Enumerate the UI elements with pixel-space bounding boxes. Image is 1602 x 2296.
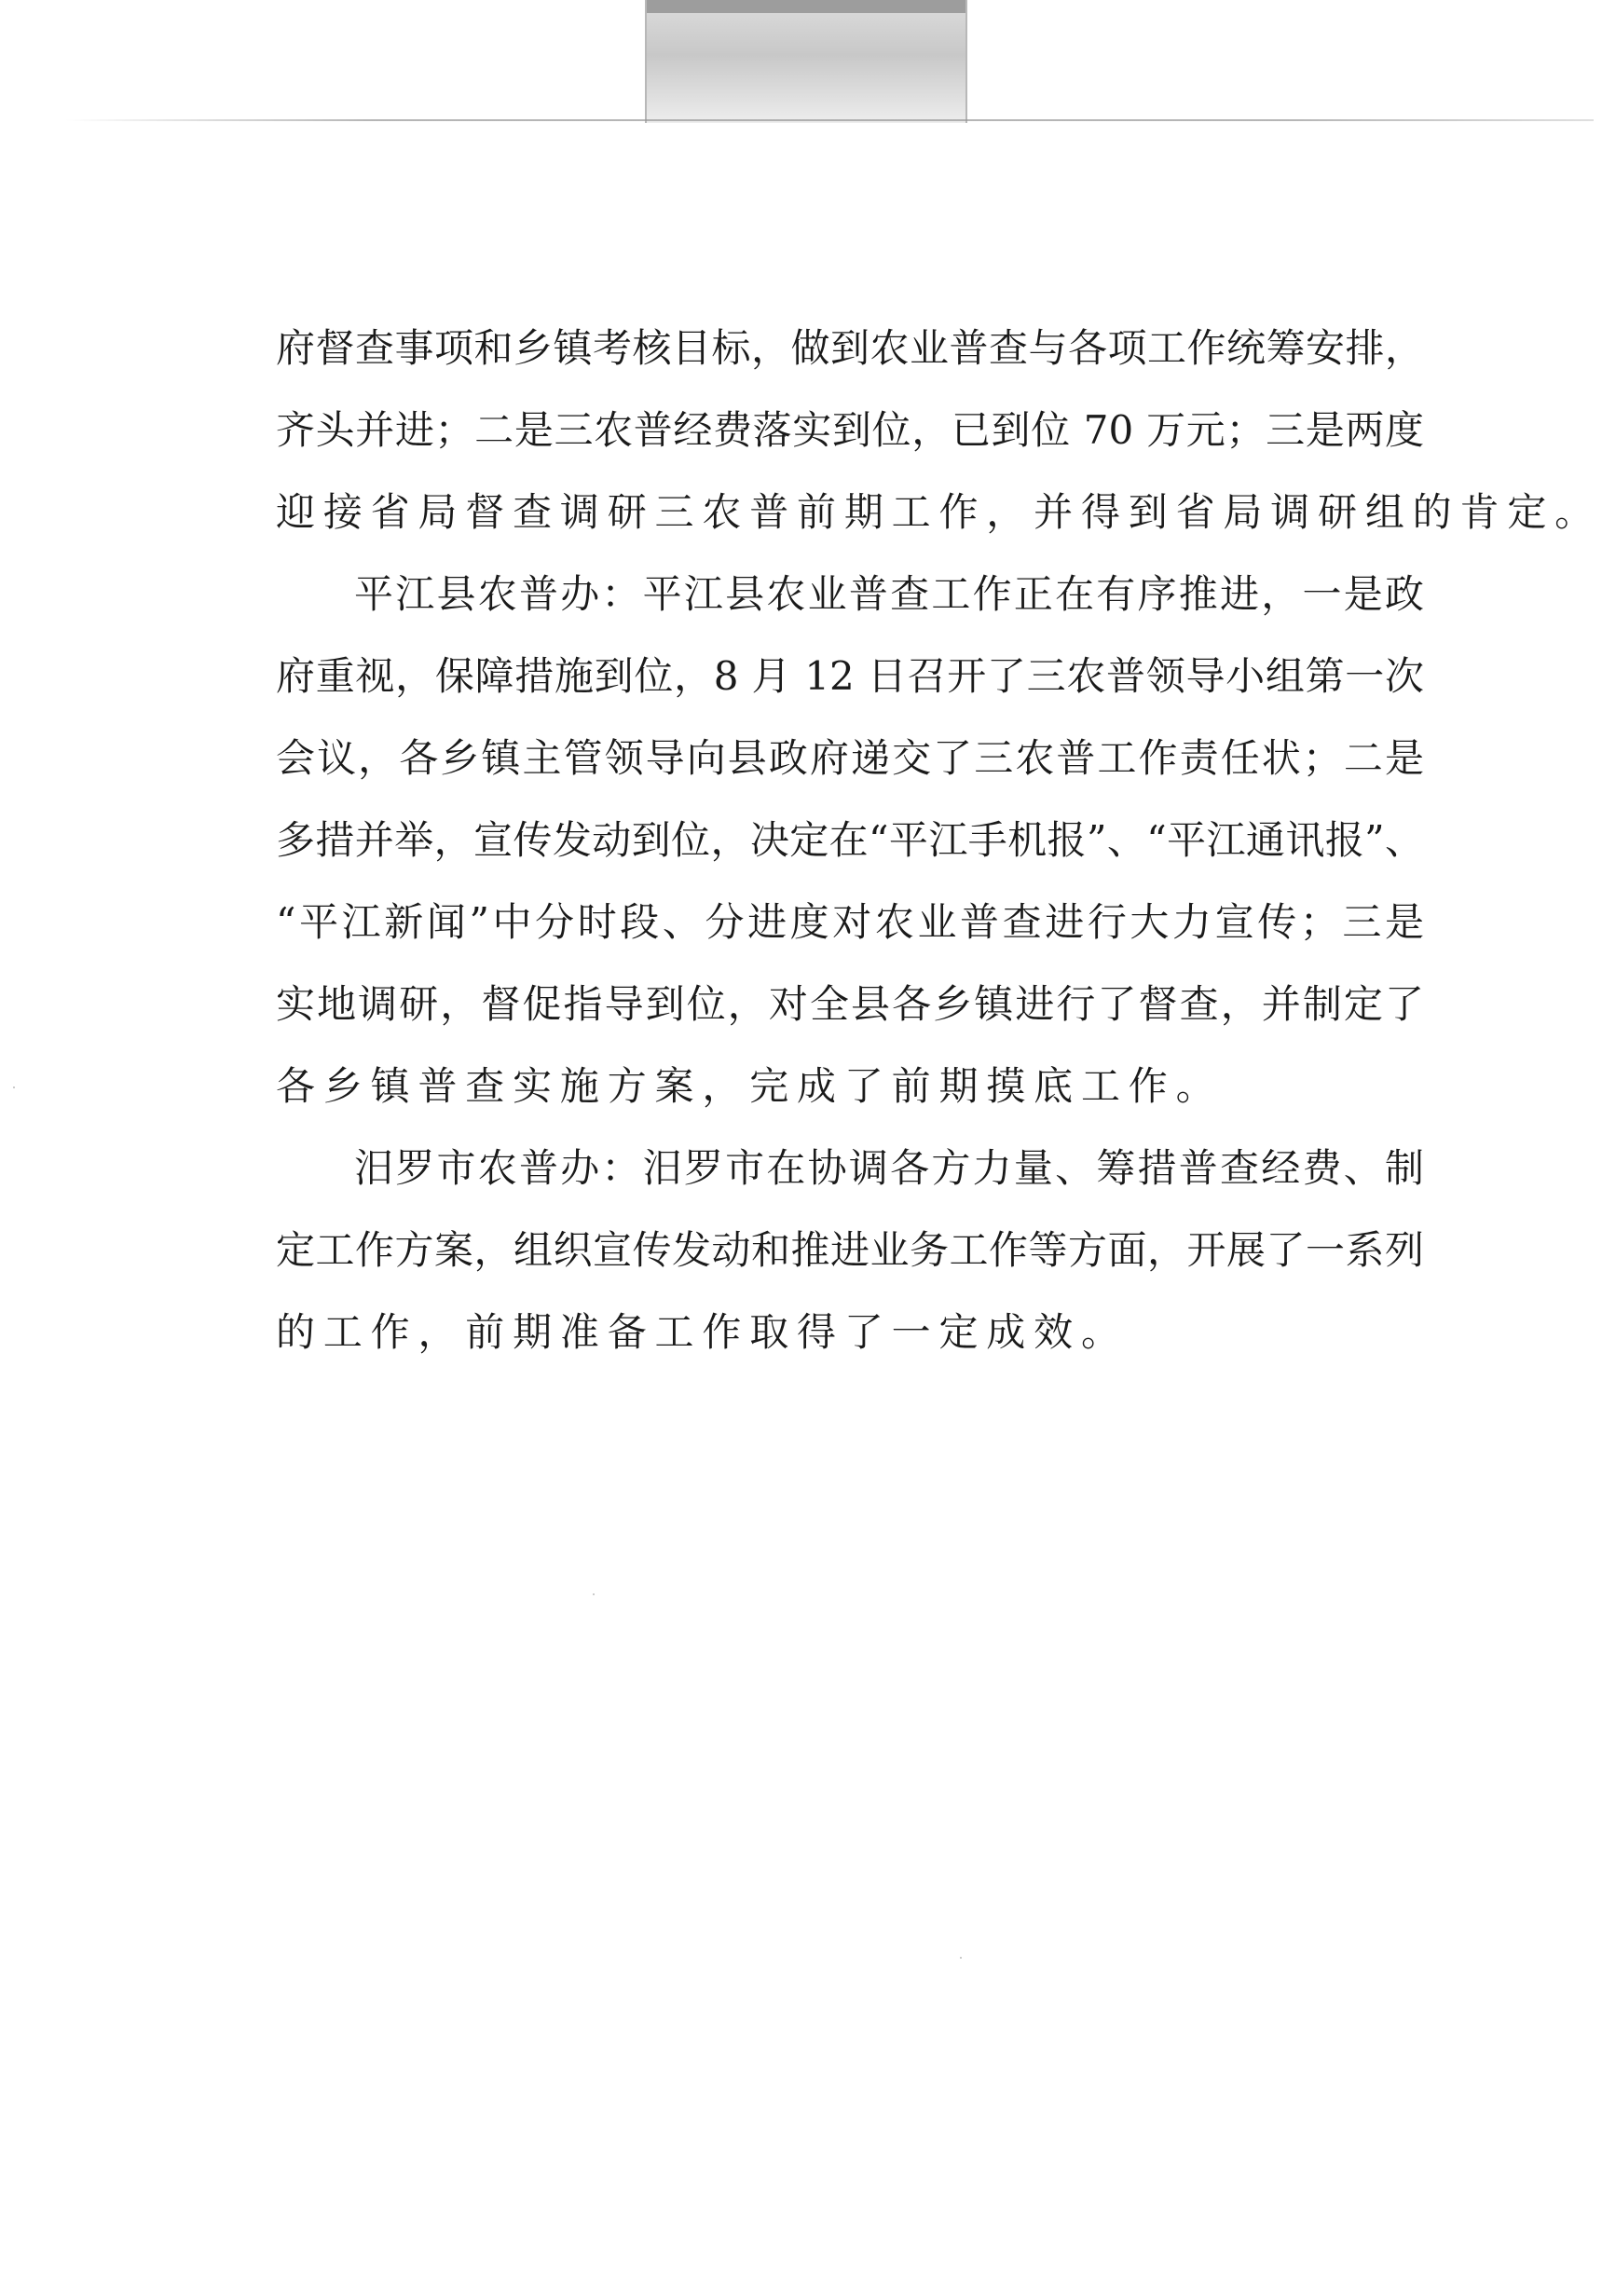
document-body bbox=[276, 308, 1602, 1374]
scan-speck bbox=[593, 1593, 595, 1595]
paragraph-line: 汨罗市农普办：汨罗市在协调各方力量、筹措普查经费、制 bbox=[354, 1145, 1424, 1191]
paragraph-line: 定工作方案，组织宣传发动和推进业务工作等方面，开展了一系列 bbox=[276, 1227, 1424, 1273]
paragraph-line: 齐头并进；二是三农普经费落实到位，已到位 70 万元；三是两度 bbox=[276, 407, 1424, 453]
paragraph-line: 府督查事项和乡镇考核目标，做到农业普查与各项工作统筹安排， bbox=[276, 325, 1424, 371]
scan-speck bbox=[13, 1086, 15, 1088]
paragraph-line: 迎接省局督查调研三农普前期工作，并得到省局调研组的肯定。 bbox=[276, 489, 1602, 535]
paragraph-line: 府重视，保障措施到位，8 月 12 日召开了三农普领导小组第一次 bbox=[276, 653, 1424, 699]
scanner-clip-shadow bbox=[645, 0, 967, 123]
paragraph-line: 会议，各乡镇主管领导向县政府递交了三农普工作责任状；二是 bbox=[276, 735, 1424, 781]
paragraph-line: “平江新闻”中分时段、分进度对农业普查进行大力宣传；三是 bbox=[276, 899, 1424, 945]
scanner-page-edge bbox=[65, 119, 1594, 121]
paragraph-line: 的工作，前期准备工作取得了一定成效。 bbox=[276, 1309, 1129, 1355]
paragraph-line: 各乡镇普查实施方案，完成了前期摸底工作。 bbox=[276, 1063, 1224, 1109]
paragraph-line: 多措并举，宣传发动到位，决定在“平江手机报”、“平江通讯报”、 bbox=[276, 817, 1424, 863]
paragraph-line: 实地调研，督促指导到位，对全县各乡镇进行了督查，并制定了 bbox=[276, 981, 1424, 1027]
paragraph-line: 平江县农普办：平江县农业普查工作正在有序推进，一是政 bbox=[354, 571, 1424, 617]
scan-speck bbox=[960, 1957, 962, 1959]
